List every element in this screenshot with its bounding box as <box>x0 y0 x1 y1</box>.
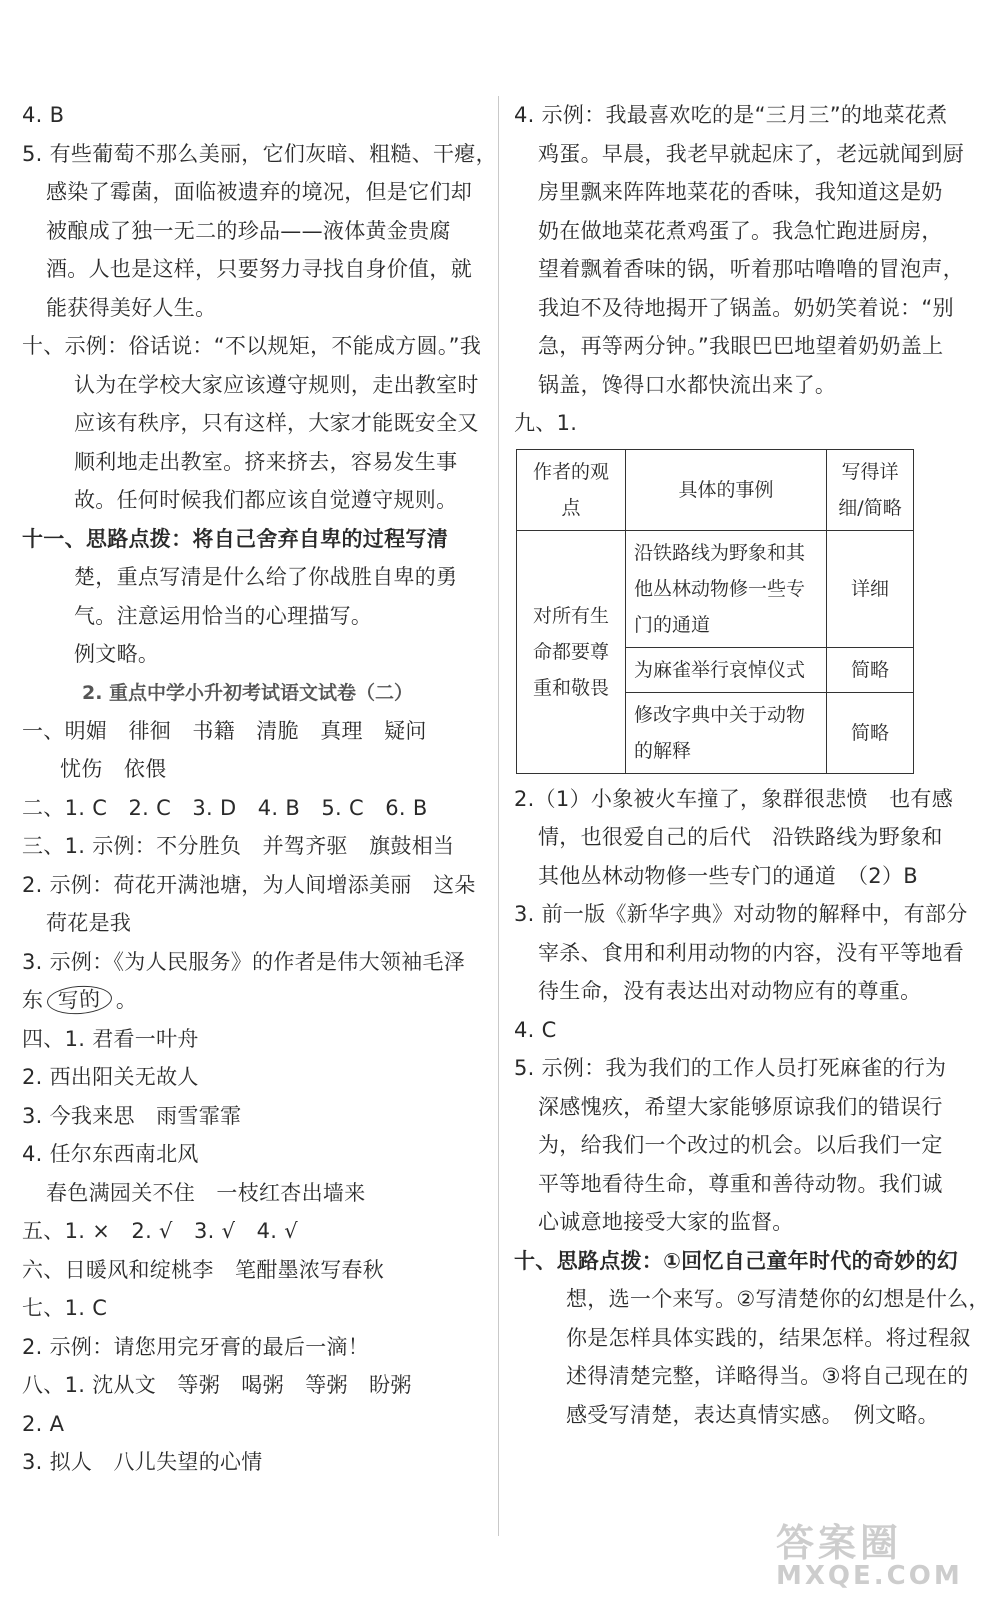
table-header: 具体的事例 <box>626 449 827 530</box>
left-answers-part2 <box>22 712 484 982</box>
answer-line: 2. 西出阳关无故人 <box>22 1065 199 1089</box>
answer-line: 4. 任尔东西南北风 <box>22 1142 199 1166</box>
table-cell-example: 沿铁路线为野象和其他丛林动物修一些专门的通道 <box>626 530 827 647</box>
circled-correction: 写的 <box>46 984 112 1016</box>
answer-line: 八、1. 沈从文 等粥 喝粥 等粥 盼粥 <box>22 1373 412 1397</box>
answer-line: 忧伤 依偎 <box>60 757 167 781</box>
answer-line: 你是怎样具体实践的，结果怎样。将过程叙 <box>566 1325 971 1350</box>
answer-line: 楚，重点写清是什么给了你战胜自卑的勇 <box>74 565 458 589</box>
answer-line: 2. 示例：请您用完牙膏的最后一滴！ <box>22 1334 370 1359</box>
answer-line: 3. 示例：《为人民服务》的作者是伟大领袖毛泽 <box>22 949 466 974</box>
right-answers-part1 <box>514 96 982 443</box>
left-column <box>22 96 497 1482</box>
answer-line: 春色满园关不住 一枝红杏出墙来 <box>46 1180 366 1205</box>
circled-answer-line <box>22 981 484 1020</box>
answer-line: 感受写清楚，表达真情实感。 例文略。 <box>566 1402 939 1427</box>
answer-line: 5. 有些葡萄不那么美丽，它们灰暗、粗糙、干瘪， <box>22 141 497 166</box>
answer-line: 顺利地走出教室。挤来挤去，容易发生事 <box>74 449 458 474</box>
answer-line: 深感愧疚，希望大家能够原谅我们的错误行 <box>538 1094 943 1119</box>
answer-line: 七、1. C <box>22 1296 108 1320</box>
viewpoint-table <box>516 449 914 774</box>
answer-line: 应该有秩序，只有这样，大家才能既安全又 <box>74 411 479 435</box>
answer-line: 2.（1）小象被火车撞了，象群很悲愤 也有感 <box>514 786 953 811</box>
answer-line: 情，也很爱自己的后代 沿铁路线为野象和 <box>538 825 943 849</box>
answer-line: 4. C <box>514 1017 557 1042</box>
answer-line: 二、1. C 2. C 3. D 4. B 5. C 6. B <box>22 795 428 820</box>
answer-line: 奶在做地菜花煮鸡蛋了。我急忙跑进厨房， <box>538 218 943 243</box>
answer-line: 为，给我们一个改过的机会。以后我们一定 <box>538 1133 943 1157</box>
answer-line: 5. 示例：我为我们的工作人员打死麻雀的行为 <box>514 1056 947 1080</box>
answer-line: 气。注意运用恰当的心理描写。 <box>74 603 373 628</box>
answer-line: 宰杀、食用和利用动物的内容，没有平等地看 <box>538 940 964 965</box>
table-header: 作者的观点 <box>517 449 626 530</box>
answer-line: 3. 拟人 八儿失望的心情 <box>22 1450 263 1474</box>
table-cell-example: 修改字典中关于动物的解释 <box>626 692 827 773</box>
answer-line: 4. 示例：我最喜欢吃的是“三月三”的地菜花煮 <box>514 103 948 127</box>
answer-line: 故。任何时候我们都应该自觉遵守规则。 <box>74 488 458 512</box>
table-row <box>517 530 914 647</box>
answer-line: 2. A <box>22 1411 65 1436</box>
answer-line: 我迫不及待地揭开了锅盖。奶奶笑着说：“别 <box>538 295 954 320</box>
answer-line: 急，再等两分钟。”我眼巴巴地望着奶奶盖上 <box>538 334 944 358</box>
answer-line: 感染了霉菌，面临被遗弃的境况，但是它们却 <box>46 180 472 204</box>
table-header: 写得详细/简略 <box>827 449 914 530</box>
table-cell-detail: 简略 <box>827 647 914 692</box>
answer-line: 望着飘着香味的锅，听着那咕噜噜的冒泡声， <box>538 257 964 281</box>
left-answers-part3 <box>22 1020 484 1482</box>
answer-line: 十、示例：俗话说：“不以规矩，不能成方圆。”我 <box>22 334 482 358</box>
answer-line: 三、1. 示例：不分胜负 并驾齐驱 旗鼓相当 <box>22 834 455 858</box>
column-divider <box>498 96 499 1536</box>
answer-line: 想，选一个来写。②写清楚你的幻想是什么， <box>566 1287 990 1311</box>
table-header-row <box>517 449 914 530</box>
watermark-title: 答案圈 <box>776 1521 903 1565</box>
right-column <box>514 96 990 1434</box>
answer-line: 3. 今我来思 雨雪霏霏 <box>22 1103 242 1128</box>
answer-line: 例文略。 <box>74 642 160 666</box>
answer-line: 鸡蛋。早晨，我老早就起床了，老远就闻到厨 <box>538 141 964 166</box>
section-title: 2. 重点中学小升初考试语文试卷（二） <box>82 681 414 704</box>
answer-line: 3. 前一版《新华字典》对动物的解释中，有部分 <box>514 902 968 926</box>
answer-line: 其他丛林动物修一些专门的通道 （2）B <box>538 863 918 888</box>
table-cell-detail: 详细 <box>827 530 914 647</box>
answer-line: 十一、思路点拨：将自己舍弃自卑的过程写清 <box>22 526 448 551</box>
watermark-url: MXQE.COM <box>776 1561 963 1591</box>
answer-line: 待生命，没有表达出对动物应有的尊重。 <box>538 979 922 1003</box>
table-cell-detail: 简略 <box>827 692 914 773</box>
answer-line: 九、1. <box>514 411 578 435</box>
answer-line: 述得清楚完整，详略得当。③将自己现在的 <box>566 1364 969 1388</box>
answer-line: 酒。人也是这样，只要努力寻找自身价值，就 <box>46 257 472 281</box>
circled-suffix: 。 <box>115 988 138 1012</box>
answer-line: 锅盖，馋得口水都快流出来了。 <box>538 372 837 397</box>
answer-line: 房里飘来阵阵地菜花的香味，我知道这是奶 <box>538 180 943 204</box>
answer-line: 能获得美好人生。 <box>46 295 217 320</box>
answer-line: 4. B <box>22 103 65 127</box>
left-answers-part1 <box>22 96 497 674</box>
answer-line: 心诚意地接受大家的监督。 <box>538 1210 794 1234</box>
table-cell-viewpoint: 对所有生命都要尊重和敬畏 <box>517 530 626 773</box>
watermark-logo <box>776 1512 976 1592</box>
answer-line: 被酿成了独一无二的珍品——液体黄金贵腐 <box>46 218 451 243</box>
answer-line: 认为在学校大家应该遵守规则，走出教室时 <box>74 372 479 397</box>
answer-line: 五、1. × 2. √ 3. √ 4. √ <box>22 1219 298 1243</box>
circled-prefix: 东 <box>22 988 44 1012</box>
answer-line: 十、思路点拨：①回忆自己童年时代的奇妙的幻 <box>514 1248 959 1273</box>
right-answers-part2 <box>514 780 990 1435</box>
answer-line: 平等地看待生命，尊重和善待动物。我们诚 <box>538 1171 943 1196</box>
answer-line: 2. 示例：荷花开满池塘，为人间增添美丽 这朵 <box>22 872 476 897</box>
answer-line: 一、明媚 徘徊 书籍 清脆 真理 疑问 <box>22 718 427 743</box>
table-cell-example: 为麻雀举行哀悼仪式 <box>626 647 827 692</box>
answer-line: 四、1. 君看一叶舟 <box>22 1026 199 1051</box>
answer-line: 六、日暖风和绽桃李 笔酣墨浓写春秋 <box>22 1257 385 1282</box>
answer-line: 荷花是我 <box>46 911 132 935</box>
